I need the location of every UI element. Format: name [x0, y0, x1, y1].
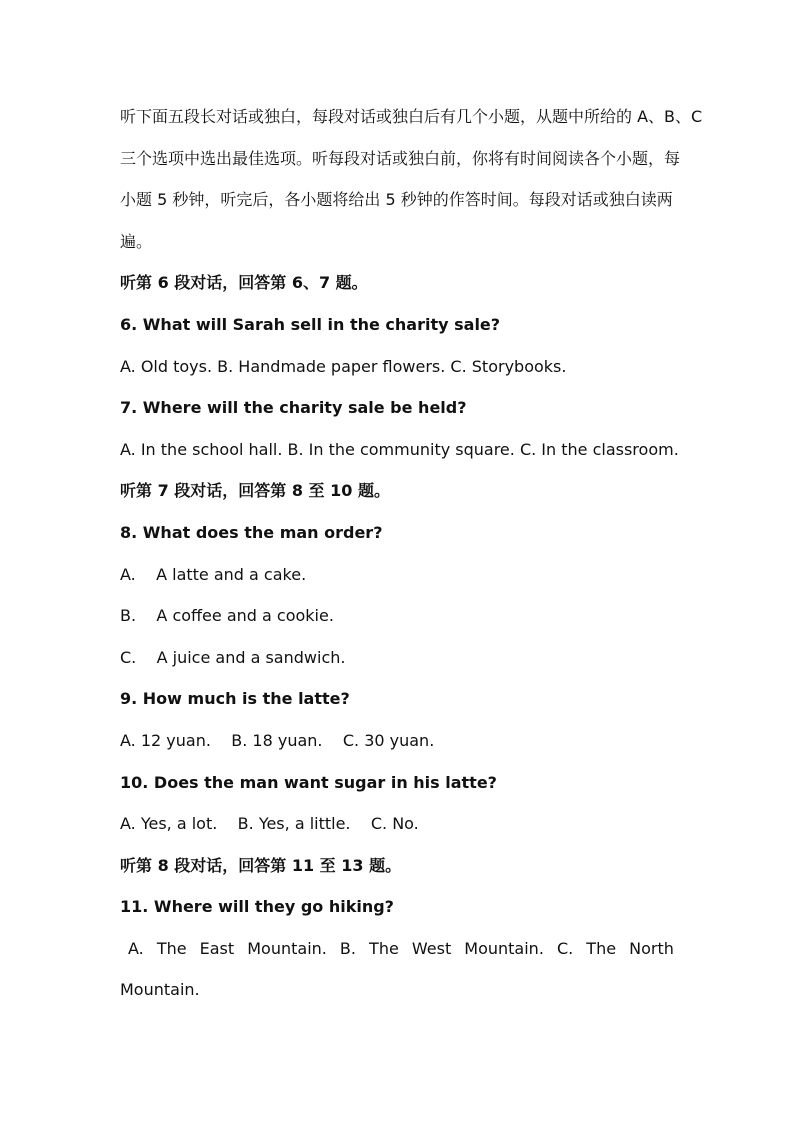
question-11-options-continued: Mountain.: [120, 980, 200, 1000]
option-word: The: [156, 938, 187, 958]
option-word: The: [586, 938, 617, 958]
question-9: 9. How much is the latte?: [120, 689, 350, 709]
instruction-line: 三个选项中选出最佳选项。听每段对话或独白前，你将有时间阅读各个小题，每: [120, 148, 681, 168]
option-word: Mountain.: [464, 938, 544, 958]
question-6: 6. What will Sarah sell in the charity sale?: [120, 314, 501, 334]
question-7: 7. Where will the charity sale be held?: [120, 398, 467, 418]
option-word: A.: [128, 938, 144, 958]
exam-page: [120, 96, 703, 1011]
question-11: 11. Where will they go hiking?: [120, 897, 394, 917]
question-10: 10. Does the man want sugar in his latte?: [120, 772, 497, 792]
option-word: East: [199, 938, 235, 958]
instructions: [120, 96, 703, 262]
question-7-options: A. In the school hall. B. In the community square. C. In the classroom.: [120, 439, 679, 459]
option-word: C.: [556, 938, 574, 958]
instruction-line: 听下面五段长对话或独白，每段对话或独白后有几个小题，从题中所给的 A、B、C: [120, 107, 703, 126]
question-11-options: [120, 928, 674, 970]
question-8-option-a: A. A latte and a cake.: [120, 564, 307, 584]
question-10-options: A. Yes, a lot. B. Yes, a little. C. No.: [120, 814, 419, 834]
section-heading-7: 听第 7 段对话，回答第 8 至 10 题。: [120, 481, 390, 501]
question-8-option-b: B. A coffee and a cookie.: [120, 606, 334, 626]
option-word: North: [629, 938, 674, 958]
instruction-line: 遍。: [120, 231, 153, 251]
option-word: Mountain.: [247, 938, 327, 958]
option-word: The: [369, 938, 399, 958]
option-word: West: [411, 938, 452, 958]
section-heading-6: 听第 6 段对话，回答第 6、7 题。: [120, 273, 368, 293]
question-6-options: A. Old toys. B. Handmade paper flowers. C. Storybooks.: [120, 356, 567, 376]
question-8: 8. What does the man order?: [120, 522, 383, 542]
question-9-options: A. 12 yuan. B. 18 yuan. C. 30 yuan.: [120, 730, 435, 750]
question-8-option-c: C. A juice and a sandwich.: [120, 647, 346, 667]
section-heading-8: 听第 8 段对话，回答第 11 至 13 题。: [120, 855, 402, 875]
instruction-line: 小题 5 秒钟，听完后，各小题将给出 5 秒钟的作答时间。每段对话或独白读两: [120, 190, 673, 210]
option-word: B.: [339, 938, 356, 958]
